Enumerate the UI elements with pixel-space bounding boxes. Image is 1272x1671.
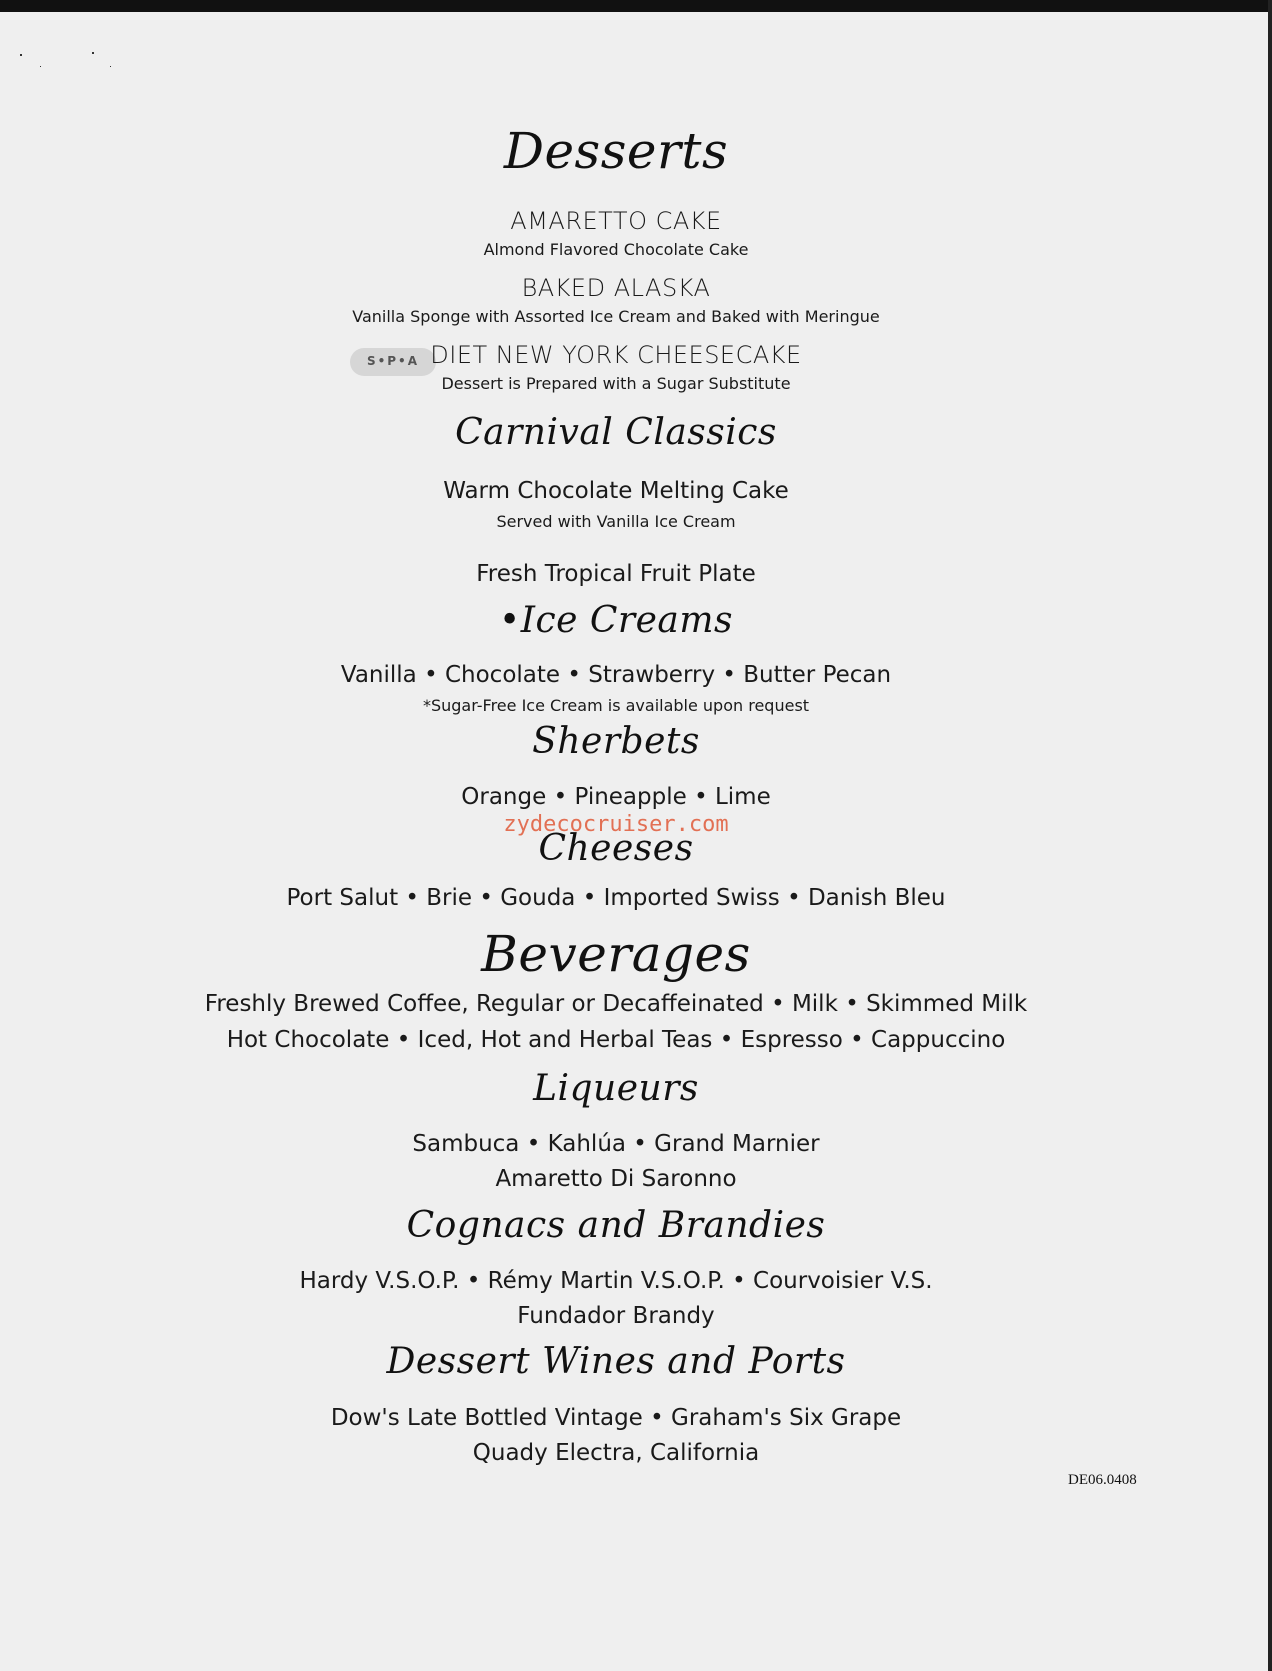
item-desc-melting-cake: Served with Vanilla Ice Cream (496, 512, 736, 531)
beverage-line-2: Hot Chocolate • Iced, Hot and Herbal Teas • Espresso • Cappuccino (226, 1027, 1006, 1053)
beverage-line-1: Freshly Brewed Coffee, Regular or Decaffeinated • Milk • Skimmed Milk (204, 991, 1028, 1017)
item-name-fruit-plate: Fresh Tropical Fruit Plate (476, 561, 756, 587)
item-desc-diet-cheesecake: Dessert is Prepared with a Sugar Substitute (441, 374, 791, 393)
section-title-cognacs: Cognacs and Brandies (406, 1205, 826, 1246)
ice-cream-flavors: Vanilla • Chocolate • Strawberry • Butter Pecan (340, 662, 892, 688)
item-name-baked-alaska: BAKED ALASKA (521, 274, 711, 302)
sherbet-flavors: Orange • Pineapple • Lime (461, 784, 771, 810)
section-title-desserts: Desserts (503, 122, 729, 180)
section-title-beverages: Beverages (481, 925, 751, 983)
item-desc-amaretto-cake: Almond Flavored Chocolate Cake (483, 240, 749, 259)
section-title-carnival-classics: Carnival Classics (455, 412, 777, 453)
wine-line-1: Dow's Late Bottled Vintage • Graham's Six Grape (330, 1405, 902, 1431)
scan-top-edge (0, 0, 1272, 12)
item-name-amaretto-cake: AMARETTO CAKE (510, 207, 722, 235)
section-title-cheeses: Cheeses (538, 828, 694, 869)
scan-right-edge (1268, 0, 1272, 1671)
cheese-list: Port Salut • Brie • Gouda • Imported Swiss • Danish Bleu (286, 885, 946, 911)
cognac-line-2: Fundador Brandy (517, 1303, 715, 1329)
wine-line-2: Quady Electra, California (472, 1440, 760, 1466)
liqueur-line-2: Amaretto Di Saronno (495, 1166, 737, 1192)
item-desc-baked-alaska: Vanilla Sponge with Assorted Ice Cream and Baked with Meringue (352, 307, 880, 326)
ice-cream-note: *Sugar-Free Ice Cream is available upon request (422, 696, 810, 715)
section-title-sherbets: Sherbets (532, 721, 700, 762)
section-title-liqueurs: Liqueurs (533, 1068, 699, 1109)
watermark-text: zydecocruiser.com (503, 812, 729, 837)
section-title-dessert-wines: Dessert Wines and Ports (386, 1341, 846, 1382)
liqueur-line-1: Sambuca • Kahlúa • Grand Marnier (412, 1131, 820, 1157)
cognac-line-1: Hardy V.S.O.P. • Rémy Martin V.S.O.P. • Courvoisier V.S. (299, 1268, 933, 1294)
item-name-diet-cheesecake: DIET NEW YORK CHEESECAKE (430, 341, 802, 369)
item-name-melting-cake: Warm Chocolate Melting Cake (443, 478, 789, 504)
document-code: DE06.0408 (1068, 1472, 1137, 1488)
spa-logo-badge: S•P•A (350, 348, 436, 376)
section-title-ice-creams: •Ice Creams (499, 600, 733, 641)
